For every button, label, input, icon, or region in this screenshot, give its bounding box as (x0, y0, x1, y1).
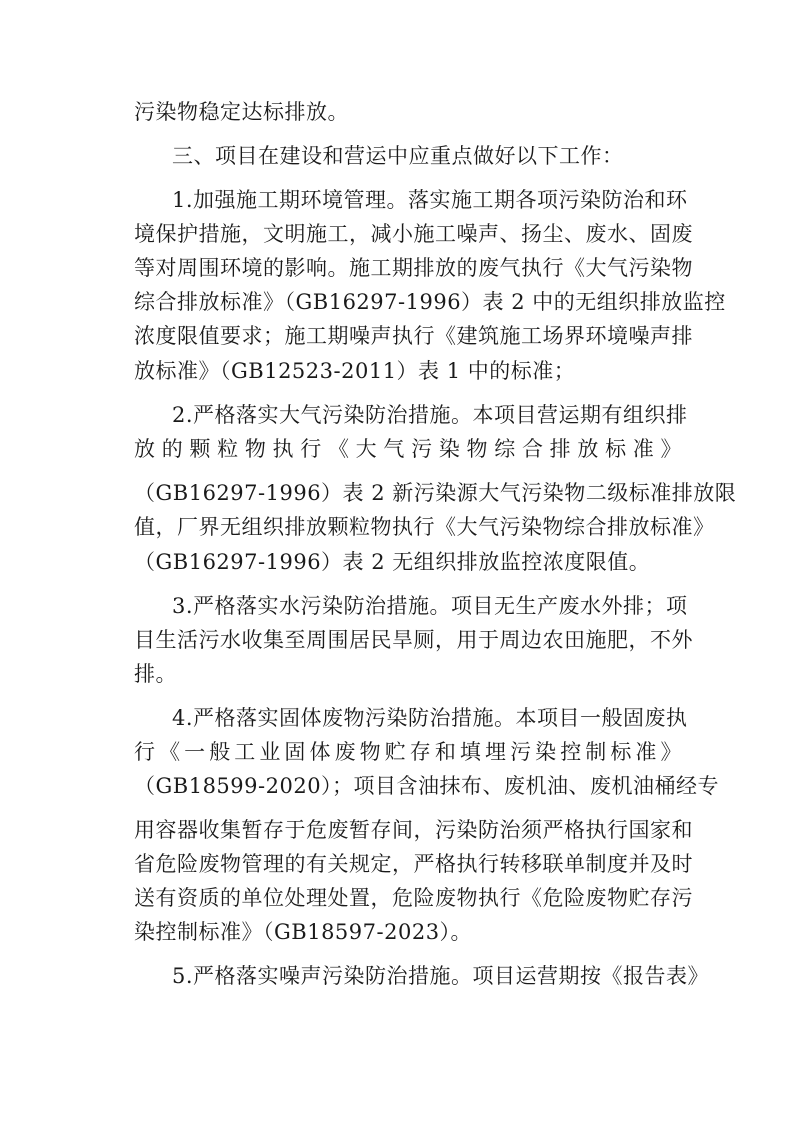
section-heading: 三、项目在建设和营运中应重点做好以下工作： (172, 144, 624, 168)
text-line: （GB18599-2020）；项目含油抹布、废机油、废机油桶经专 (134, 774, 720, 798)
text-line: 4.严格落实固体废物污染防治措施。本项目一般固废执 (172, 706, 688, 730)
text-line: 行《一般工业固体废物贮存和填埋污染控制标准》 (134, 740, 682, 764)
text-line: 目生活污水收集至周围居民旱厕，用于周边农田施肥，不外 (134, 628, 693, 652)
text-line: 染控制标准》（GB18597-2023）。 (134, 920, 473, 944)
text-line: （GB16297-1996）表 2 新污染源大气污染物二级标准排放限 (134, 481, 737, 505)
text-line: 省危险废物管理的有关规定，严格执行转移联单制度并及时 (134, 852, 693, 876)
text-line: （GB16297-1996）表 2 无组织排放监控浓度限值。 (134, 550, 651, 574)
text-line: 放的颗粒物执行《大气污染物综合排放标准》 (134, 437, 682, 461)
text-line: 1.加强施工期环境管理。落实施工期各项污染防治和环 (172, 188, 688, 212)
text-line: 2.严格落实大气污染防治措施。本项目营运期有组织排 (172, 403, 688, 427)
text-line: 用容器收集暂存于危废暂存间，污染防治须严格执行国家和 (134, 818, 693, 842)
text-line: 送有资质的单位处理处置，危险废物执行《危险废物贮存污 (134, 886, 693, 910)
text-line: 5.严格落实噪声污染防治措施。项目运营期按《报告表》 (172, 964, 710, 988)
text-line: 排。 (134, 662, 177, 686)
text-line: 浓度限值要求；施工期噪声执行《建筑施工场界环境噪声排 (134, 324, 693, 348)
text-line: 污染物稳定达标排放。 (134, 100, 349, 124)
text-line: 境保护措施，文明施工，减小施工噪声、扬尘、废水、固废 (134, 222, 693, 246)
text-line: 3.严格落实水污染防治措施。项目无生产废水外排；项 (172, 594, 688, 618)
text-line: 放标准》（GB12523-2011）表 1 中的标准； (134, 359, 576, 383)
text-line: 综合排放标准》（GB16297-1996）表 2 中的无组织排放监控 (134, 290, 726, 314)
text-line: 等对周围环境的影响。施工期排放的废气执行《大气污染物 (134, 256, 693, 280)
text-line: 值，厂界无组织排放颗粒物执行《大气污染物综合排放标准》 (134, 515, 715, 539)
